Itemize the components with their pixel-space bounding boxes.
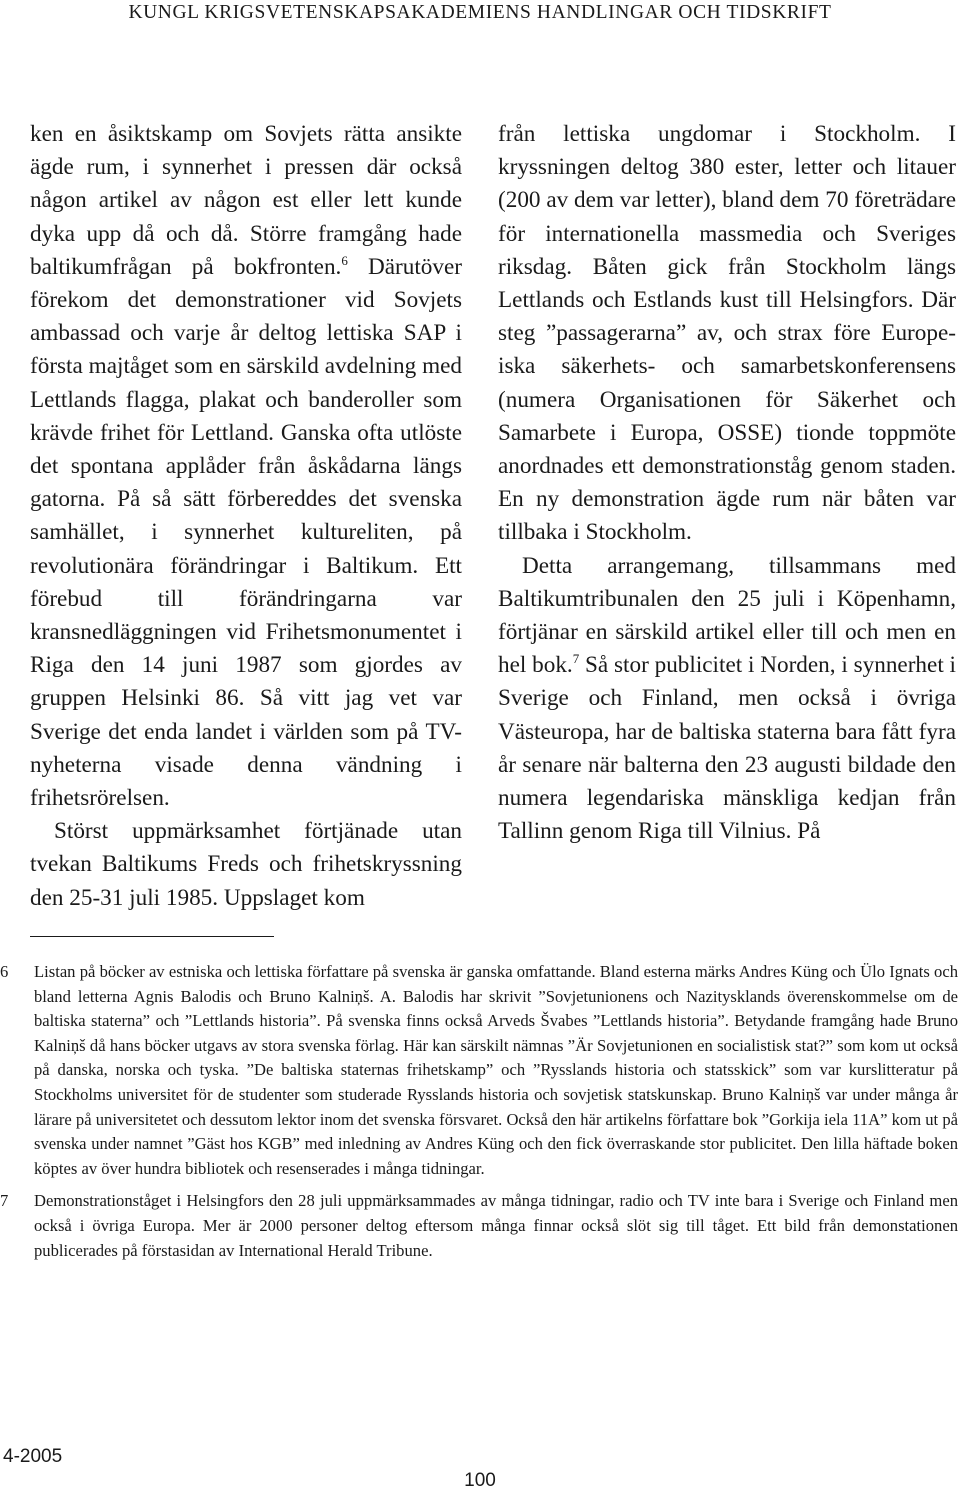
page-number: 100 [464, 1470, 496, 1491]
footnote-7 [0, 1189, 958, 1263]
right-column [498, 118, 956, 848]
footnote-ref-7[interactable]: 7 [572, 651, 580, 667]
footnote-text: Listan på böcker av estniska och lettiska författare på svenska är ganska omfattande. Bland esterna märks Andres Küng och Ülo Ignats och bland letterna Agnis Balodis och Bruno Kalniņš. A. Balodis har skrivit ”Sovjetunionens och Nazitysklands överenskommelse om de baltiska staterna” och ”Lettlands historia”. På svenska finns också Arveds Švabes ”Lettlands historia”. Betydande framgång hade Bruno Kalniņš då hans böcker utgavs av stora svenska förlag. Här kan särskilt nämnas ”Är Sovjetunionen en socialistisk stat?” som kom ut också på danska, norska och tyska. ”De baltiska staternas frihetskamp” och ”Rysslands historia och statsskick” som var kurslitteratur på Stockholms universitet för de studenter som studerade Rysslands historia och sovjetisk statskunskap. Bruno Kalniņš var under många år lärare på universitetet och dessutom lektor inom det svenska försvaret. Också den här artikelns författare bok ”Gorkija iela 11A” kom ut på svenska under namnet ”Gäst hos KGB” med inledning av Andres Küng och den fick överraskande stor publicitet. Den lilla häftade boken köptes av över hundra bibliotek och resenserades i många tidningar. [34, 962, 958, 1178]
footnote-6 [0, 960, 958, 1181]
right-paragraph-1: från lettiska ungdomar i Stockholm. I kryssningen deltog 380 ester, letter och litauer (200 av dem var letter), bland dem 70 företrädare för internationella massmedia och Sveriges riksdag. Båten gick från Stockholm längs Lettlands och Estlands kust till Helsingfors. Där steg ”passagerarna” av, och strax före Europeiska säkerhets- och samarbetskonferensens (numera Organisationen för Säkerhet och Samarbete i Europa, OSSE) tionde toppmöte anordnades ett demonstrationståg genom staden. En ny demonstration ägde rum när båten var tillbaka i Stockholm. [498, 121, 956, 546]
left-paragraph-2: Störst uppmärksamhet förtjänade utan tvekan Baltikums Freds och frihetskryssning den 25-31 juli 1985. Uppslaget kom [30, 818, 462, 911]
right-paragraph-2: Detta arrangemang, tillsammans med Baltikumtribunalen den 25 juli i Köpenhamn, förtjänar en särskild artikel eller till och men en hel bok.$^7$ Så stor publicitet i Norden, i synnerhet i Sverige och Finland, men också i övriga Västeuropa, har de baltiska staterna bara fått fyra år senare när balterna den 23 augusti bildade den numera legendariska mänskliga kedjan från Tallinn genom Riga till Vilnius. På [498, 552, 957, 845]
left-paragraph-1: ken en åsiktskamp om Sovjets rätta ansikte ägde rum, i synnerhet i pressen där också någon artikel av någon est eller lett kunde dyka upp då och då. Större framgång hade baltikumfrågan på bokfronten.$^6$ Därutöver förekom det demonstrationer vid Sovjets ambassad och varje år deltog lettiska SAP i första majtåget som en särskild avdelning med Lettlands flagga, plakat och banderoller som krävde frihet för Lettland. Ganska ofta utlöste det spontana applåder från åskådarna längs gatorna. På så sätt förbereddes det svenska samhället, i synnerhet kultureliten, på revolutionära förändringar i Baltikum. Ett förebud till förändringarna var kransnedläggningen vid Frihetsmonumentet i Riga den 14 juni 1987 som gjordes av gruppen Helsinki 86. Så vitt jag vet var Sverige det enda landet i världen som på TV-nyheterna visade denna vändning i frihetsrörelsen. [30, 121, 462, 812]
footnote-number: 7 [0, 1191, 9, 1211]
footnote-number: 6 [0, 962, 9, 981]
footnote-ref-6[interactable]: 6 [341, 252, 348, 268]
running-header: KUNGL KRIGSVETENSKAPSAKADEMIENS HANDLINGAR OCH TIDSKRIFT [128, 2, 832, 23]
left-column [30, 118, 462, 915]
footnote-divider [30, 936, 274, 937]
footnotes [0, 960, 958, 1271]
issue-label: 4-2005 [3, 1446, 63, 1467]
footnote-text: Demonstrationståget i Helsingfors den 28 juli uppmärksammades av många tidningar, radio och TV inte bara i Sverige och Finland men också i övriga Europa. Mer är 2000 personer deltog eftersom många finnar också slöt sig till tåget. Ett bild från demonstationen publicerades på förstasidan av International Herald Tribune. [34, 1191, 958, 1260]
